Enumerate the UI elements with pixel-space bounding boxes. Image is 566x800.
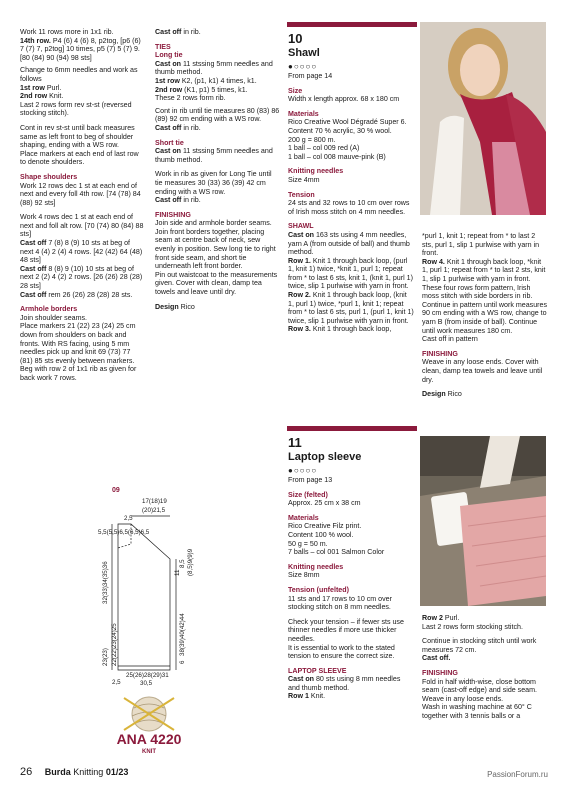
sleeve-column-1 (288, 436, 414, 707)
project-number: 10 (288, 31, 303, 46)
shawl-column-1 (288, 32, 414, 340)
paragraph: FINISHING Weave in any loose ends. Cover with clean, damp tea towels and leave until dry. (422, 350, 548, 384)
column-1 (20, 28, 144, 389)
paragraph: Cast off in rib. (155, 28, 201, 36)
section-heading: TIES (155, 42, 171, 51)
measure-label: 38(39)40(42)44 (179, 613, 186, 656)
section-heading: Knitting needles (288, 167, 344, 176)
paragraph: Design Rico (155, 302, 195, 311)
page-footer (20, 766, 128, 778)
paragraph: Cont in rev st-st until back measures same as left front to beg of shoulder shaping, ending with a WS row. Place markers at each end of last row to denote shoulders. (20, 123, 139, 167)
paragraph: LAPTOP SLEEVE Cast on 80 sts using 8 mm needles and thumb method. Row 1 Knit. (288, 667, 414, 701)
section-heading: Armhole borders (20, 305, 78, 314)
section-top-bar (287, 426, 417, 431)
measure-label: 22(22)23(24)25 (111, 623, 118, 666)
section-heading: Long tie (155, 51, 183, 60)
section-heading: Materials (288, 109, 319, 118)
paragraph: Tension 24 sts and 32 rows to 10 cm over rows of Irish moss stitch on 4 mm needles. (288, 191, 414, 217)
difficulty-dots: ●○○○○ (288, 62, 318, 71)
paragraph: Cont in rib until tie measures 80 (83) 86 (89) 92 cm ending with a WS row. Cast off in rib. (155, 106, 280, 132)
section-heading: Materials (288, 513, 319, 522)
brand-logo (94, 694, 204, 756)
paragraph: Armhole borders Join shoulder seams. Place markers 21 (22) 23 (24) 25 cm down from shoulders on back and fronts. With RS facing, using 5 mm needles pick up and knit 69 (73) 77 (81) 85 sts evenly between markers. Beg with row 2 of 1x1 rib as given for back work 7 rows. (20, 305, 144, 382)
section-heading: Size (288, 86, 303, 95)
from-page: From page 13 (288, 476, 333, 484)
paragraph: Knitting needles Size 8mm (288, 563, 414, 580)
logo-subtext: KNIT (142, 749, 156, 755)
difficulty-dots: ●○○○○ (288, 466, 318, 475)
project-title: Laptop sleeve (288, 451, 362, 463)
measure-label: 25(26)28(29)31 (126, 672, 169, 679)
shawl-photo (420, 22, 546, 215)
column-2 (155, 28, 280, 317)
section-heading: LAPTOP SLEEVE (288, 666, 347, 675)
measure-label: 6 (179, 660, 186, 664)
diagram-number: 09 (112, 487, 120, 494)
section-top-bar (287, 22, 417, 27)
paragraph: Knitting needles Size 4mm (288, 167, 414, 184)
measure-label: 2,5 (112, 679, 121, 686)
paragraph: Change to 6mm needles and work as follows 1st row Purl. 2nd row Knit. Last 2 rows form rev st-st (reversed stocking stitch). (20, 66, 138, 118)
paragraph: Design Rico (422, 390, 462, 399)
section-heading: Short tie (155, 138, 184, 147)
paragraph: Materials Rico Creative Filz print. Content 100 % wool. 50 g = 50 m. 7 balls – col 001 Salmon Color (288, 514, 414, 557)
paragraph: TIES Long tie Cast on 11 stssing 5mm needles and thumb method. 1st row K2, (p1, k1) 4 times, k1. 2nd row (K1, p1) 5 times, k1. These 2 rows form rib. (155, 43, 280, 103)
section-heading: FINISHING (422, 668, 458, 677)
paragraph: Size Width x length approx. 68 x 180 cm (288, 87, 414, 104)
paragraph: Work 11 rows more in 1x1 rib. 14th row. P4 (6) 4 (6) 8, p2tog, [p6 (6) 7 (7) 7, p2tog] 10 times, p5 (7) 5 (7) 9. [80 (84) 90 (94) 98 sts] (20, 28, 141, 62)
shawl-photo-art (420, 22, 546, 215)
paragraph: Check your tension – if fewer sts use thinner needles if more use thicker needles. It is essential to work to the stated tension to ensure the correct size. (288, 617, 404, 661)
watermark: PassionForum.ru (487, 770, 548, 779)
measure-label: 30,5 (140, 680, 153, 687)
project-number: 11 (288, 435, 302, 450)
section-heading: FINISHING (155, 210, 191, 219)
measure-label: 23(23) (102, 648, 109, 666)
paragraph: Shape shoulders Work 12 rows dec 1 st at each end of next and every foll 4th row. [74 (78) 84 (88) 92 sts] (20, 173, 144, 207)
section-heading: Shape shoulders (20, 172, 78, 181)
section-heading: Tension (288, 190, 315, 199)
section-heading: Tension (unfelted) (288, 585, 349, 594)
measure-label: 17(18)19 (142, 498, 167, 505)
shawl-column-2 (422, 232, 548, 405)
section-heading: SHAWL (288, 222, 314, 231)
section-heading: Knitting needles (288, 562, 344, 571)
paragraph: Work 4 rows dec 1 st at each end of next and foll alt row. [70 (74) 80 (84) 88 sts] Cast off 7 (8) 8 (9) 10 sts at beg of next 4 (4) 2 (4) 4 rows. [42 (42) 64 (48) 48 sts] Cast off 8 (8) 9 (10) 10 sts at beg of next 2 (2) 4 (2) 2 rows. [26 (26) 28 (28) 28 sts] Cast off rem 26 (26) 28 (28) 28 sts. (20, 213, 144, 299)
page-number: 26 (20, 766, 33, 778)
magazine-name: Knitting (70, 767, 106, 777)
measure-label: 32(33)34(35)36 (102, 561, 109, 604)
paragraph: Materials Rico Creative Wool Dégradé Super 6. Content 70 % acrylic, 30 % wool. 200 g = 800 m. 1 ball – col 009 red (A) 1 ball – col 008 mauve-pink (B) (288, 110, 414, 162)
paragraph: Size (felted) Approx. 25 cm x 38 cm (288, 491, 414, 508)
schematic-diagram (60, 484, 230, 696)
measure-label: (8,5)9(9)9 (187, 548, 194, 576)
section-heading: FINISHING (422, 349, 458, 358)
paragraph: Work in rib as given for Long Tie until tie measures 30 (33) 36 (39) 42 cm ending with a WS row. Cast off in rib. (155, 170, 272, 205)
project-title: Shawl (288, 47, 320, 59)
sleeve-column-2 (422, 614, 548, 727)
paragraph: FINISHING Fold in half width-wise, close bottom seam (cast-off edge) and side seam. Weave in any loose ends. Wash in washing machine at 60° C together with 3 tennis balls or a (422, 669, 548, 721)
measure-label: (20)21,5 (142, 507, 166, 514)
laptop-sleeve-photo (420, 436, 546, 606)
measure-label: 8,5 (179, 559, 186, 568)
paragraph: *purl 1, knit 1; repeat from * to last 2 sts, purl 1, slip 1 purlwise with yarn in front. Row 4. Knit 1 through back loop, *knit 1, purl 1; repeat from * to last 2 sts, knit 1, slip 1 purlwise with yarn in front. These four rows form pattern, Irish moss stitch with side borders in rib. Continue in pattern until work measures 90 cm ending with a WS row, change to yarn B (from inside of ball). Continue until work measures 180 cm. Cast off in pattern (422, 232, 547, 344)
magazine-issue: 01/23 (105, 767, 129, 777)
paragraph: Tension (unfelted) 11 sts and 17 rows to 10 cm over stocking stitch on 8 mm needles. (288, 586, 414, 612)
measure-label: 2,5 (124, 515, 133, 522)
measure-label: 5,5(5,5)6,5(6,5)6,5 (98, 529, 150, 536)
magazine-brand: Burda (44, 767, 71, 777)
measure-label: 11 (174, 569, 181, 576)
paragraph: Continue in stocking stitch until work measures 72 cm. Cast off. (422, 637, 537, 663)
paragraph: Row 2 Purl. Last 2 rows form stocking stitch. (422, 614, 523, 631)
from-page: From page 14 (288, 72, 333, 80)
paragraph: SHAWL Cast on 163 sts using 4 mm needles, yarn A (from outside of ball) and thumb method. Row 1. Knit 1 through back loop, (purl 1, knit 1) twice, *knit 1, purl 1; repeat from * to last 6 sts, knit 1, (knit 1, purl 1) twice, slip 1 purlwise with yarn in front. Row 2. Knit 1 through back loop, (knit 1, purl 1) twice, *purl 1, knit 1; repeat from * to last 6 sts, purl 1, (purl 1, knit 1) twice, slip 1 purlwise with yarn in front. Row 3. Knit 1 through back loop, (288, 222, 414, 334)
garment-outline (118, 524, 131, 548)
laptop-photo-art (420, 436, 546, 606)
paragraph: FINISHING Join side and armhole border seams. Join front borders together, placing seam at centre back of neck, sew evenly in position. Sew long tie to right front side seam, and short tie underneath left front border. Pin out waistcoat to the measurements given. Cover with clean, damp tea towels and leave until dry. (155, 211, 280, 297)
logo-text: ANA 4220 (116, 731, 182, 747)
section-heading: Size (felted) (288, 490, 328, 499)
paragraph: Short tie Cast on 11 stssing 5mm needles and thumb method. (155, 139, 280, 165)
